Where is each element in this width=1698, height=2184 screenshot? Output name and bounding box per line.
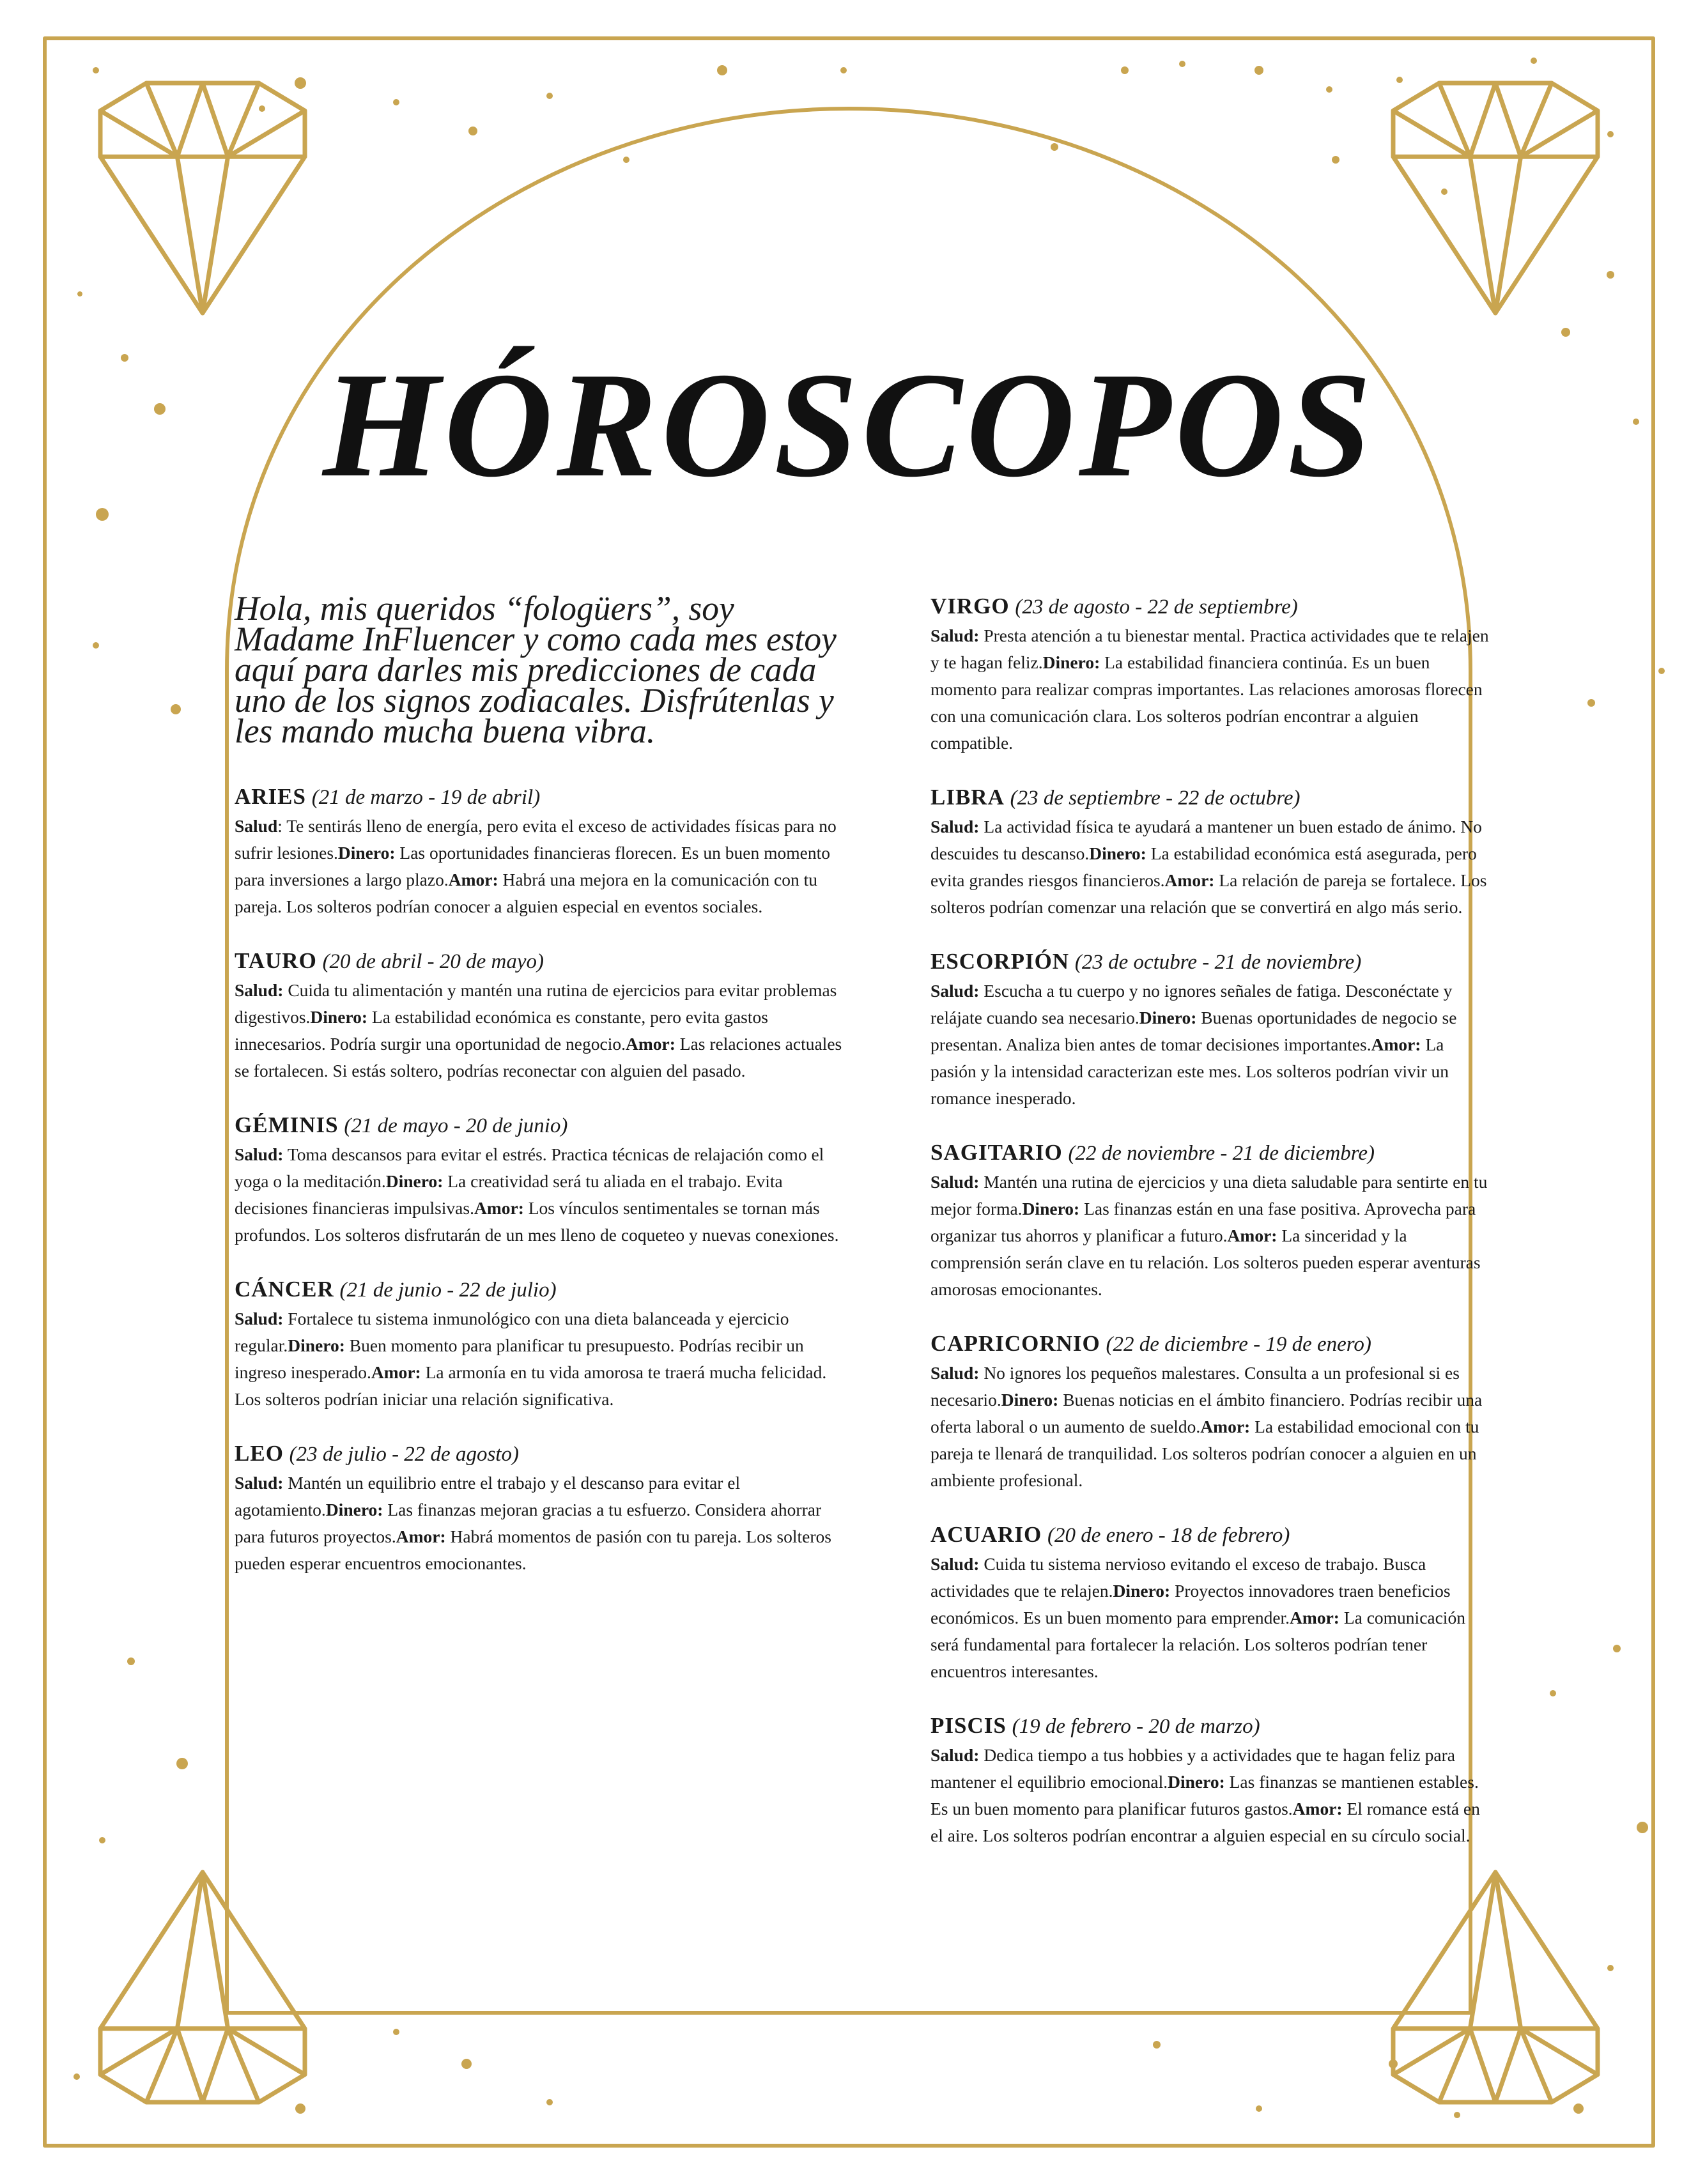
sign-name: CAPRICORNIO [930, 1331, 1100, 1356]
health-label: Salud: [235, 1144, 284, 1164]
love-text: La armonía en tu vida amorosa te traerá mucha felicidad. Los solteros podrían iniciar una relación significativa. [235, 1362, 827, 1409]
sign-description [930, 1551, 1493, 1685]
gold-dot [1607, 131, 1614, 137]
sign-header [235, 1440, 845, 1468]
page-title: HÓROSCOPOS [323, 342, 1375, 509]
sign-section [930, 1139, 1493, 1303]
sign-section [235, 1276, 845, 1413]
money-text: Las finanzas mejoran gracias a tu esfuerzo. Considera ahorrar para futuros proyectos. [235, 1500, 822, 1546]
love-text: La estabilidad emocional con tu pareja te llenará de tranquilidad. Los solteros podrían conocer a alguien en un ambiente profesional. [930, 1417, 1479, 1490]
sign-dates: (20 de abril - 20 de mayo) [322, 950, 544, 973]
right-column [930, 593, 1493, 1877]
health-text: Presta atención a tu bienestar mental. Practica actividades que te relajen y te hagan feliz. [930, 626, 1489, 672]
health-text: Mantén un equilibrio entre el trabajo y el descanso para evitar el agotamiento. [235, 1473, 741, 1519]
love-label: Amor: [1227, 1226, 1277, 1245]
sign-dates: (23 de octubre - 21 de noviembre) [1074, 951, 1362, 974]
sign-name: VIRGO [930, 594, 1010, 619]
gold-dot [295, 2103, 305, 2114]
sign-dates: (23 de julio - 22 de agosto) [289, 1443, 519, 1466]
sign-header [930, 948, 1493, 976]
gold-dot [1531, 58, 1537, 64]
sign-section [930, 784, 1493, 921]
sign-name: GÉMINIS [235, 1112, 339, 1137]
sign-name: SAGITARIO [930, 1140, 1063, 1165]
sign-description [930, 622, 1493, 757]
gold-dot [171, 704, 181, 714]
money-text: La creatividad será tu aliada en el trabajo. Evita decisiones financieras impulsivas. [235, 1171, 783, 1218]
money-text: Las finanzas se mantienen estables. Es un buen momento para planificar futuros gastos. [930, 1772, 1479, 1819]
gold-dot [623, 157, 629, 163]
love-label: Amor: [1290, 1608, 1339, 1627]
sign-dates: (21 de junio - 22 de julio) [339, 1279, 557, 1302]
love-label: Amor: [448, 870, 498, 889]
love-label: Amor: [1164, 870, 1215, 890]
gold-dot [96, 508, 109, 521]
sign-list-left [235, 783, 845, 1577]
health-label: Salud: [235, 980, 284, 1000]
sign-section [930, 948, 1493, 1112]
love-text: La relación de pareja se fortalece. Los solteros podrían comenzar una relación que se convertirá en algo más serio. [930, 870, 1487, 917]
love-label: Amor: [1200, 1417, 1251, 1436]
sign-dates: (21 de marzo - 19 de abril) [311, 786, 541, 809]
money-text: Buen momento para planificar tu presupuesto. Podrías recibir un ingreso inesperado. [235, 1335, 804, 1382]
gold-dot [1441, 188, 1447, 195]
gold-dot [1389, 2059, 1398, 2068]
gold-dot [73, 2073, 80, 2080]
diamond-icon [1393, 1872, 1598, 2102]
health-label: Salud: [930, 981, 980, 1001]
intro-text: Hola, mis queridos “fologüers”, soy Madame InFluencer y como cada mes estoy aquí para darles mis predicciones de cada uno de los signos zodiacales. Disfrútenlas y les mando mucha buena vibra. [235, 589, 837, 750]
sign-description [930, 813, 1493, 921]
sign-header [930, 593, 1493, 620]
sign-dates: (23 de agosto - 22 de septiembre) [1015, 596, 1298, 619]
health-text: Dedica tiempo a tus hobbies y a actividades que te hagan feliz para mantener el equilibrio emocional. [930, 1745, 1455, 1792]
left-column [235, 589, 845, 1604]
gold-dot [1613, 1645, 1621, 1652]
sign-section [930, 1330, 1493, 1494]
sign-dates: (21 de mayo - 20 de junio) [344, 1114, 568, 1137]
gold-dot [1121, 66, 1129, 74]
diamond-icon [100, 83, 305, 313]
money-text: Las oportunidades financieras florecen. Es un buen momento para inversiones a largo plazo. [235, 843, 830, 889]
love-label: Amor: [1371, 1034, 1421, 1054]
gold-dot [1561, 328, 1570, 337]
sign-header [930, 1330, 1493, 1358]
diamond-icon [100, 1872, 305, 2102]
gold-dot [393, 2029, 399, 2035]
love-text: Habrá momentos de pasión con tu pareja. Los solteros pueden esperar encuentros emocionantes. [235, 1526, 831, 1573]
gold-dot [1658, 668, 1665, 674]
sign-description [930, 1360, 1493, 1494]
money-label: Dinero: [1089, 843, 1146, 863]
health-text: : Te sentirás lleno de energía, pero evita el exceso de actividades físicas para no sufrir lesiones. [235, 816, 837, 863]
health-text: No ignores los pequeños malestares. Consulta a un profesional si es necesario. [930, 1363, 1460, 1410]
gold-dot [127, 1657, 135, 1665]
money-label: Dinero: [1022, 1199, 1080, 1219]
gold-dot [1326, 86, 1332, 93]
love-text: La comunicación será fundamental para fortalecer la relación. Los solteros podrían tener encuentros interesantes. [930, 1608, 1465, 1681]
gold-dot [717, 65, 727, 75]
health-label: Salud: [930, 1554, 980, 1574]
gold-dot [1179, 61, 1185, 67]
gold-dot [1550, 1690, 1556, 1696]
health-text: Cuida tu sistema nervioso evitando el exceso de trabajo. Busca actividades que te relajen. [930, 1554, 1426, 1601]
money-text: Buenas noticias en el ámbito financiero. Podrías recibir una oferta laboral o un aumento de sueldo. [930, 1390, 1483, 1436]
sign-description [235, 1305, 845, 1413]
sign-dates: (22 de diciembre - 19 de enero) [1106, 1333, 1371, 1356]
sign-section [930, 593, 1493, 757]
health-label: Salud: [930, 626, 980, 645]
money-text: Proyectos innovadores traen beneficios económicos. Es un buen momento para emprender. [930, 1581, 1451, 1627]
gold-dot [1587, 699, 1595, 707]
love-label: Amor: [371, 1362, 421, 1382]
gold-dot [546, 93, 553, 99]
gold-dot [93, 67, 99, 73]
sign-header [930, 1521, 1493, 1549]
gold-dot [1396, 77, 1403, 83]
gold-dot [1637, 1822, 1648, 1833]
sign-header [235, 1112, 845, 1139]
sign-header [235, 1276, 845, 1303]
sign-name: LEO [235, 1441, 284, 1466]
sign-section [930, 1521, 1493, 1685]
sign-description [930, 978, 1493, 1112]
sign-dates: (19 de febrero - 20 de marzo) [1012, 1715, 1260, 1738]
gold-dot [461, 2059, 472, 2069]
sign-section [235, 1440, 845, 1577]
health-label: Salud: [235, 1309, 284, 1328]
love-label: Amor: [474, 1198, 524, 1218]
sign-description [930, 1742, 1493, 1849]
health-label: Salud: [930, 1745, 980, 1765]
sign-description [930, 1169, 1493, 1303]
money-text: La estabilidad económica es constante, pero evita gastos innecesarios. Podría surgir una oportunidad de negocio. [235, 1007, 768, 1054]
money-label: Dinero: [1168, 1772, 1225, 1792]
sign-section [235, 1112, 845, 1249]
sign-header [930, 1139, 1493, 1167]
gold-dot [176, 1758, 188, 1769]
love-text: La sinceridad y la comprensión serán clave en tu relación. Los solteros pueden esperar aventuras amorosas emocionantes. [930, 1226, 1481, 1299]
gold-dot [1153, 2041, 1161, 2049]
love-text: El romance está en el aire. Los solteros podrían encontrar a alguien especial en su círculo social. [930, 1799, 1480, 1845]
money-label: Dinero: [1113, 1581, 1171, 1601]
money-label: Dinero: [310, 1007, 368, 1027]
money-label: Dinero: [325, 1500, 383, 1519]
sign-section [930, 1712, 1493, 1849]
gold-dot [93, 642, 99, 649]
love-label: Amor: [625, 1034, 675, 1054]
sign-header [235, 948, 845, 975]
gold-dot [1256, 2105, 1262, 2112]
sign-name: LIBRA [930, 785, 1005, 810]
gold-dot [840, 67, 847, 73]
money-label: Dinero: [1042, 652, 1100, 672]
sign-dates: (22 de noviembre - 21 de diciembre) [1068, 1142, 1375, 1165]
sign-name: TAURO [235, 948, 317, 973]
health-text: La actividad física te ayudará a mantener un buen estado de ánimo. No descuides tu descanso. [930, 817, 1482, 863]
sign-dates: (20 de enero - 18 de febrero) [1047, 1524, 1290, 1547]
gold-dot [393, 99, 399, 105]
sign-description [235, 1470, 845, 1577]
sign-description [235, 977, 845, 1084]
money-text: Las finanzas están en una fase positiva. Aprovecha para organizar tus ahorros y planificar a futuro. [930, 1199, 1476, 1245]
gold-dot [546, 2099, 553, 2105]
gold-dot [1607, 271, 1614, 279]
sign-header [235, 783, 845, 811]
health-text: Escucha a tu cuerpo y no ignores señales de fatiga. Desconéctate y relájate cuando sea necesario. [930, 981, 1453, 1027]
health-label: Salud: [930, 817, 980, 836]
love-label: Amor: [396, 1526, 446, 1546]
health-text: Toma descansos para evitar el estrés. Practica técnicas de relajación como el yoga o la meditación. [235, 1144, 824, 1191]
health-label: Salud: [930, 1172, 980, 1192]
money-label: Dinero: [288, 1335, 345, 1355]
money-label: Dinero: [385, 1171, 444, 1191]
sign-section [235, 948, 845, 1084]
gold-dot [1332, 156, 1339, 164]
sign-description [235, 1141, 845, 1249]
love-label: Amor: [1292, 1799, 1343, 1819]
love-text: Las relaciones actuales se fortalecen. Si estás soltero, podrías reconectar con alguien del pasado. [235, 1034, 842, 1080]
love-text: La pasión y la intensidad caracterizan este mes. Los solteros podrían vivir un romance inesperado. [930, 1034, 1449, 1108]
gold-dot [295, 77, 306, 89]
health-text: Fortalece tu sistema inmunológico con una dieta balanceada y ejercicio regular. [235, 1309, 789, 1355]
sign-list-right [930, 593, 1493, 1849]
sign-header [930, 1712, 1493, 1740]
health-text: Mantén una rutina de ejercicios y una dieta saludable para sentirte en tu mejor forma. [930, 1172, 1488, 1219]
gold-dot [1607, 1965, 1614, 1971]
gold-dot [1051, 143, 1058, 151]
gold-dot [1454, 2112, 1460, 2118]
sign-name: ARIES [235, 784, 306, 809]
gold-dot [99, 1837, 105, 1843]
gold-dot [259, 105, 265, 112]
gold-dot [1254, 66, 1263, 75]
money-text: La estabilidad económica está asegurada, pero evita grandes riesgos financieros. [930, 843, 1477, 890]
sign-dates: (23 de septiembre - 22 de octubre) [1010, 787, 1301, 810]
sign-section [235, 783, 845, 920]
money-label: Dinero: [1139, 1008, 1197, 1027]
sign-name: ACUARIO [930, 1522, 1042, 1547]
health-text: Cuida tu alimentación y mantén una rutina de ejercicios para evitar problemas digestivos. [235, 980, 837, 1027]
sign-header [930, 784, 1493, 811]
gold-dot [1573, 2103, 1584, 2114]
sign-name: ESCORPIÓN [930, 949, 1070, 974]
diamond-icon [1393, 83, 1598, 313]
sign-description [235, 813, 845, 920]
health-label: Salud: [930, 1363, 980, 1383]
love-text: Las relaciones amorosas florecen con una comunicación clara. Los solteros podrían encontrar a alguien compatible. [930, 679, 1483, 753]
sign-name: CÁNCER [235, 1277, 334, 1302]
money-text: Buenas oportunidades de negocio se presentan. Analiza bien antes de tomar decisiones importantes. [930, 1008, 1457, 1054]
health-label: Salud [235, 816, 278, 836]
sign-name: PISCIS [930, 1713, 1007, 1738]
love-text: Habrá una mejora en la comunicación con tu pareja. Los solteros podrían conocer a alguien especial en eventos sociales. [235, 870, 817, 916]
gold-dot [77, 291, 82, 296]
gold-dot [468, 127, 477, 135]
love-text: Los vínculos sentimentales se tornan más profundos. Los solteros disfrutarán de un mes lleno de coqueteo y nuevas conexiones. [235, 1198, 839, 1245]
money-text: La estabilidad financiera continúa. Es un buen momento para realizar compras importantes. [930, 652, 1430, 699]
health-label: Salud: [235, 1473, 284, 1493]
money-label: Dinero: [337, 843, 396, 863]
money-label: Dinero: [1001, 1390, 1059, 1410]
